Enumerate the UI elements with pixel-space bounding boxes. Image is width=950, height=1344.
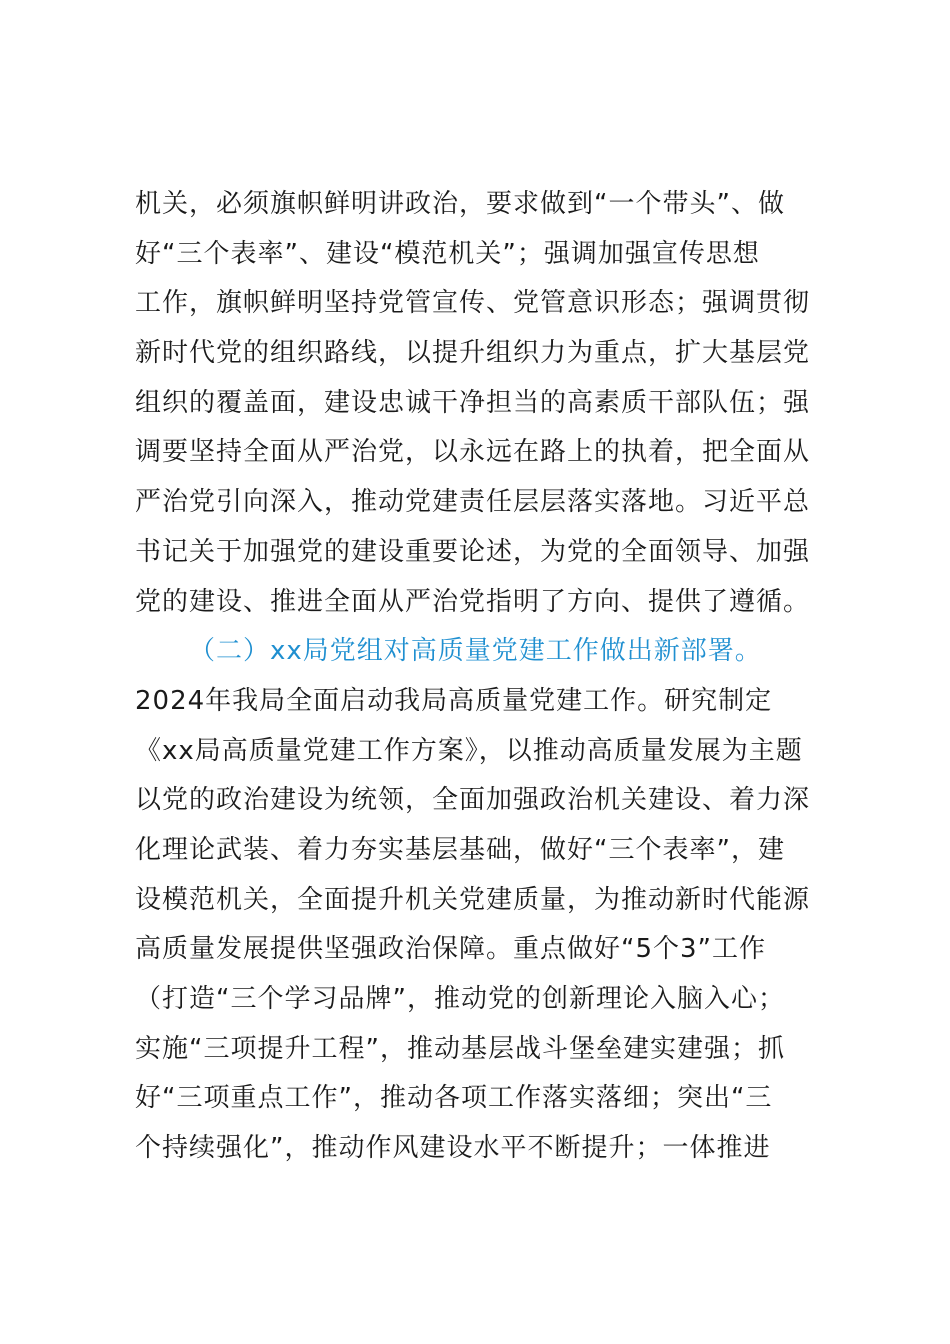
body-text (135, 180, 835, 1174)
paragraph-line: 机关，必须旗帜鲜明讲政治，要求做到“一个带头”、做 (135, 189, 785, 219)
paragraph-line: 个持续强化”，推动作风建设水平不断提升；一体推进 (135, 1133, 771, 1164)
paragraph-line: 严治党引向深入，推动党建责任层层落实落地。习近平总 (135, 487, 811, 518)
paragraph-line: 组织的覆盖面，建设忠诚干净担当的高素质干部队伍；强 (135, 387, 811, 418)
paragraph-line: 调要坚持全面从严治党，以永远在路上的执着，把全面从 (135, 437, 811, 468)
section-heading: （二）xx局党组对高质量党建工作做出新部署。 (189, 636, 762, 667)
paragraph-line: 实施“三项提升工程”，推动基层战斗堡垒建实建强；抓 (135, 1033, 785, 1064)
paragraph-line: 以党的政治建设为统领，全面加强政治机关建设、着力深 (135, 785, 811, 816)
paragraph-line: 新时代党的组织路线，以提升组织力为重点，扩大基层党 (135, 338, 811, 369)
paragraph-line: 设模范机关，全面提升机关党建质量，为推动新时代能源 (135, 884, 811, 915)
paragraph-line: 化理论武装、着力夯实基层基础，做好“三个表率”，建 (135, 834, 785, 865)
paragraph-line: 2024年我局全面启动我局高质量党建工作。研究制定 (135, 685, 773, 716)
paragraph-line: 高质量发展提供坚强政治保障。重点做好“5个3”工作 (135, 934, 767, 965)
paragraph-line: 好“三个表率”、建设“模范机关”；强调加强宣传思想 (135, 238, 760, 269)
paragraph-line: 工作，旗帜鲜明坚持党管宣传、党管意识形态；强调贯彻 (135, 288, 811, 319)
paragraph-line: 书记关于加强党的建设重要论述，为党的全面领导、加强 (135, 536, 811, 567)
paragraph-line: 好“三项重点工作”，推动各项工作落实落细；突出“三 (135, 1083, 773, 1114)
paragraph-line: 党的建设、推进全面从严治党指明了方向、提供了遵循。 (135, 586, 811, 617)
paragraph-line: （打造“三个学习品牌”，推动党的创新理论入脑入心； (135, 984, 785, 1014)
paragraph-line: 《xx局高质量党建工作方案》，以推动高质量发展为主题 (135, 735, 803, 766)
